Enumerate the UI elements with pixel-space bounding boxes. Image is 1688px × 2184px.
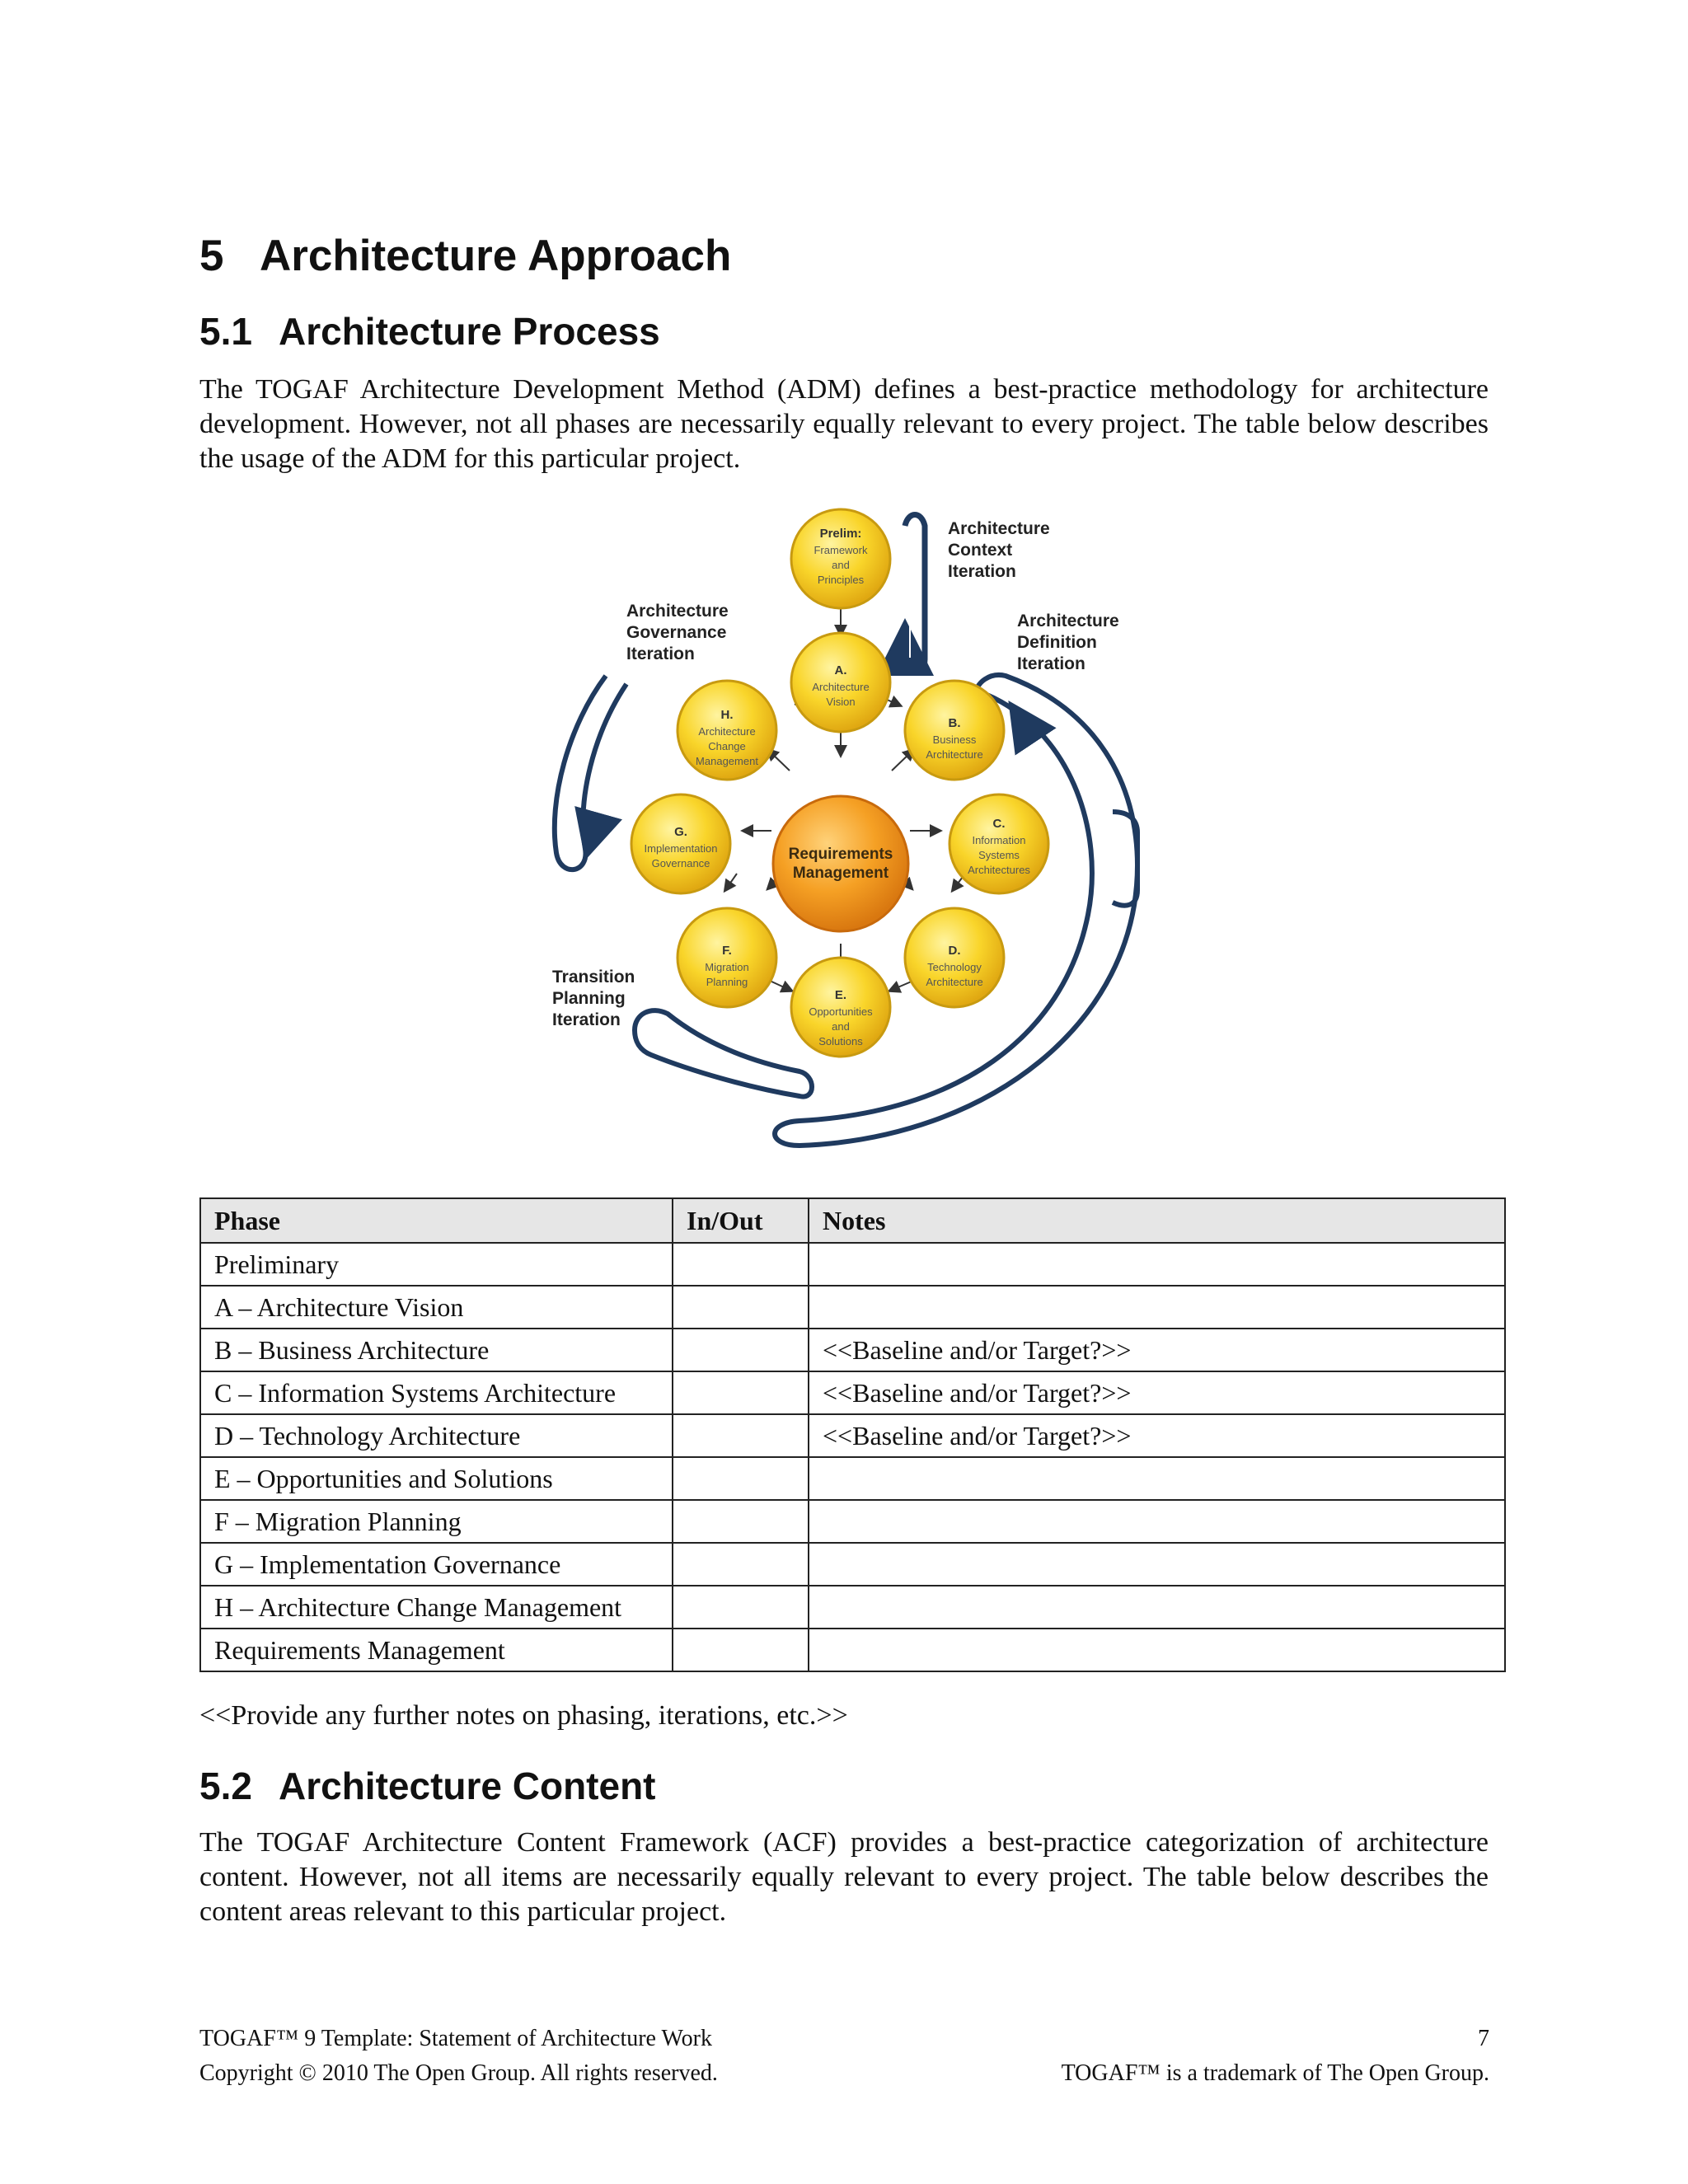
governance-iteration-line-3: Iteration (626, 644, 695, 663)
phase-cell: F – Migration Planning (200, 1500, 673, 1543)
phase-h-label-4: Management (696, 755, 758, 767)
phase-cell: Requirements Management (200, 1629, 673, 1671)
prelim-label-1: Prelim: (819, 527, 862, 541)
phase-a (791, 633, 890, 732)
transition-iteration-line-2: Planning (552, 989, 626, 1008)
phase-e-label-1: E. (834, 988, 847, 1002)
footer-template-title: TOGAF™ 9 Template: Statement of Architecture Work (199, 2026, 712, 2051)
section-heading (199, 231, 731, 281)
transition-iteration-line-3: Iteration (552, 1010, 621, 1029)
context-iteration-label (948, 519, 1050, 581)
notes-cell: <<Baseline and/or Target?>> (809, 1414, 1505, 1457)
header-notes: Notes (809, 1198, 1505, 1243)
process-paragraph: The TOGAF Architecture Development Method (ADM) defines a best-practice methodology for architecture development. However, not all phases are necessarily equally relevant to every project. The table below describes the usage of the ADM for this particular project. (199, 374, 1489, 474)
prelim-label-2: Framework (814, 544, 868, 556)
in-out-cell (673, 1586, 809, 1629)
context-iteration-line-1: Architecture (948, 519, 1050, 538)
footer-page-number: 7 (1478, 2026, 1489, 2051)
phase-g-label-1: G. (674, 825, 687, 839)
table-row (200, 1500, 1505, 1543)
phase-a-label-3: Vision (826, 696, 856, 708)
center-label-2: Management (792, 865, 889, 882)
phase-f (678, 908, 776, 1007)
phase-a-label-2: Architecture (812, 681, 870, 693)
definition-iteration-line-2: Definition (1017, 633, 1097, 652)
table-row (200, 1457, 1505, 1500)
center-label-1: Requirements (788, 846, 893, 863)
subsection-heading-content (199, 1764, 655, 1808)
header-phase: Phase (200, 1198, 673, 1243)
phase-c-label-4: Architectures (968, 864, 1030, 876)
phase-d (905, 908, 1004, 1007)
phase-h-label-2: Architecture (698, 725, 756, 738)
phase-d-label-3: Architecture (926, 976, 983, 988)
phase-c-label-2: Information (972, 834, 1026, 846)
notes-cell: <<Baseline and/or Target?>> (809, 1329, 1505, 1371)
table-row (200, 1371, 1505, 1414)
definition-iteration-line-3: Iteration (1017, 654, 1085, 673)
phase-b (905, 681, 1004, 780)
section-title: Architecture Approach (260, 232, 732, 280)
phase-e-label-2: Opportunities (809, 1005, 873, 1018)
further-notes-placeholder: <<Provide any further notes on phasing, iterations, etc.>> (199, 1700, 848, 1731)
notes-cell (809, 1543, 1505, 1586)
subsection-number: 5.2 (199, 1765, 252, 1807)
requirements-management-center (773, 796, 908, 931)
notes-cell (809, 1629, 1505, 1671)
governance-iteration-arrow (592, 816, 598, 837)
phase-cell: B – Business Architecture (200, 1329, 673, 1371)
phase-cell: C – Information Systems Architecture (200, 1371, 673, 1414)
notes-cell (809, 1286, 1505, 1329)
phase-f-label-1: F. (722, 944, 732, 958)
phase-prelim (791, 509, 890, 608)
table-row (200, 1629, 1505, 1671)
adm-phase-table (199, 1197, 1506, 1672)
section-number: 5 (199, 232, 224, 280)
phase-cell: Preliminary (200, 1243, 673, 1286)
phase-h-label-1: H. (720, 708, 734, 722)
table-row (200, 1243, 1505, 1286)
notes-cell (809, 1500, 1505, 1543)
phase-c-label-3: Systems (978, 849, 1020, 861)
phase-d-label-1: D. (948, 944, 961, 958)
transition-iteration-loop (635, 1010, 812, 1096)
definition-iteration-line-1: Architecture (1017, 612, 1119, 630)
governance-iteration-line-1: Architecture (626, 602, 729, 621)
in-out-cell (673, 1414, 809, 1457)
phase-g-label-2: Implementation (644, 842, 718, 855)
subsection-title: Architecture Content (279, 1765, 656, 1807)
phase-e-label-3: and (832, 1020, 850, 1033)
notes-cell (809, 1243, 1505, 1286)
phase-f-label-2: Migration (705, 961, 749, 973)
in-out-cell (673, 1243, 809, 1286)
phase-c-label-1: C. (992, 817, 1006, 831)
in-out-cell (673, 1543, 809, 1586)
prelim-label-4: Principles (817, 574, 865, 586)
phase-b-label-3: Architecture (926, 748, 983, 761)
governance-iteration-line-2: Governance (626, 623, 727, 642)
subsection-heading-process (199, 309, 660, 354)
phase-d-label-2: Technology (927, 961, 982, 973)
phase-b-label-2: Business (932, 733, 977, 746)
phase-h-label-3: Change (708, 740, 746, 752)
subsection-number: 5.1 (199, 310, 252, 353)
subsection-title: Architecture Process (279, 310, 660, 353)
footer-copyright: Copyright © 2010 The Open Group. All rights reserved. (199, 2060, 718, 2086)
header-in-out: In/Out (673, 1198, 809, 1243)
transition-iteration-line-1: Transition (552, 968, 635, 987)
phase-g-label-3: Governance (651, 857, 710, 869)
notes-cell: <<Baseline and/or Target?>> (809, 1371, 1505, 1414)
phase-cell: A – Architecture Vision (200, 1286, 673, 1329)
in-out-cell (673, 1371, 809, 1414)
phase-e-label-4: Solutions (818, 1035, 863, 1047)
context-iteration-loop (905, 515, 925, 673)
in-out-cell (673, 1500, 809, 1543)
phase-b-label-1: B. (948, 716, 961, 730)
table-row (200, 1586, 1505, 1629)
transition-iteration-label (552, 968, 635, 1029)
table-row (200, 1543, 1505, 1586)
phase-a-label-1: A. (834, 663, 847, 677)
definition-iteration-label (1017, 612, 1119, 673)
phase-cell: D – Technology Architecture (200, 1414, 673, 1457)
notes-cell (809, 1586, 1505, 1629)
table-row (200, 1414, 1505, 1457)
phase-c (950, 794, 1048, 893)
in-out-cell (673, 1629, 809, 1671)
phase-h (678, 681, 776, 780)
governance-iteration-label (626, 602, 729, 663)
context-iteration-line-2: Context (948, 541, 1013, 560)
phase-cell: H – Architecture Change Management (200, 1586, 673, 1629)
phase-cell: E – Opportunities and Solutions (200, 1457, 673, 1500)
prelim-label-3: and (832, 559, 850, 571)
table-row (200, 1329, 1505, 1371)
phase-g (631, 794, 730, 893)
in-out-cell (673, 1286, 809, 1329)
footer-trademark: TOGAF™ is a trademark of The Open Group. (1061, 2060, 1489, 2086)
context-iteration-line-3: Iteration (948, 562, 1016, 581)
content-paragraph: The TOGAF Architecture Content Framework (ACF) provides a best-practice categorization of architecture content. However, not all items are necessarily equally relevant to every project. The table below describes the content areas relevant to this particular project. (199, 1827, 1489, 1927)
in-out-cell (673, 1329, 809, 1371)
governance-iteration-loop (555, 676, 626, 869)
adm-cycle-diagram (528, 486, 1154, 1154)
phase-f-label-3: Planning (706, 976, 748, 988)
in-out-cell (673, 1457, 809, 1500)
table-row (200, 1286, 1505, 1329)
notes-cell (809, 1457, 1505, 1500)
table-header-row (200, 1198, 1505, 1243)
phase-e (791, 958, 890, 1057)
phase-cell: G – Implementation Governance (200, 1543, 673, 1586)
